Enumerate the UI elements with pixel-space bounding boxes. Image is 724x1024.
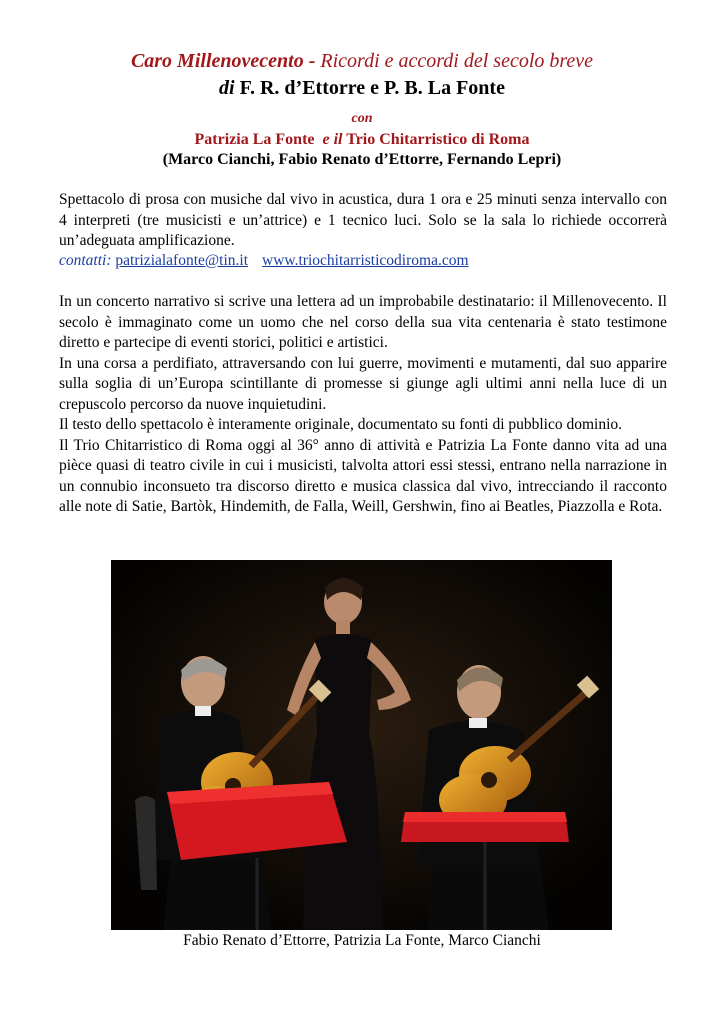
authors-line xyxy=(0,77,724,100)
contacts-label: contatti: xyxy=(59,252,112,269)
show-title-main: Caro Millenovecento - xyxy=(130,50,316,72)
body-paragraph-1: In un concerto narrativo si scrive una lettera ad un improbabile destinatario: il Millenovecento. Il secolo è immaginato come un uomo che nel corso della sua vita centenaria è stato testimone diretto e partecipe di eventi storici, politici e artistici. xyxy=(59,293,667,351)
authors-di: di xyxy=(219,77,235,99)
musicians-line: (Marco Cianchi, Fabio Renato d’Ettorre, Fernando Lepri) xyxy=(162,151,562,168)
body-paragraph-3: Il testo dello spettacolo è interamente originale, documentato su fonti di pubblico dominio. xyxy=(59,416,623,433)
e-il-conjunction: e il xyxy=(322,131,343,148)
ensemble-name: Trio Chitarristico di Roma xyxy=(346,131,530,148)
performance-photo xyxy=(111,560,612,930)
performers-line xyxy=(0,131,724,149)
intro-paragraph: Spettacolo di prosa con musiche dal vivo in acustica, dura 1 ora e 25 minuti senza intervallo con 4 interpreti (tre musicisti e un’attrice) e 1 tecnico luci. Solo se la sala lo richiede occorrerà un’adeguata amplificazione. xyxy=(59,191,667,249)
photo-caption: Fabio Renato d’Ettorre, Patrizia La Fonte, Marco Cianchi xyxy=(183,932,541,949)
performance-photo-illustration xyxy=(111,560,612,930)
contacts-line xyxy=(59,251,667,272)
body-paragraph-2: In una corsa a perdifiato, attraversando con lui guerre, movimenti e mutamenti, dal suo apparire sulla soglia di un’Europa scintillante di promesse si giunge agli ultimi anni nella luce di un crepuscolo percorso da nuove inquietudini. xyxy=(59,354,667,413)
body-text xyxy=(59,292,667,518)
con-label: con xyxy=(351,111,373,126)
show-title xyxy=(0,50,724,73)
authors-names: F. R. d’Ettorre e P. B. La Fonte xyxy=(234,77,505,99)
performer-name: Patrizia La Fonte xyxy=(194,131,315,148)
website-link[interactable]: www.triochitarristicodiroma.com xyxy=(262,252,469,269)
body-paragraph-4: Il Trio Chitarristico di Roma oggi al 36° anno di attività e Patrizia La Fonte danno vita ad una pièce quasi di teatro civile in cui i musicisti, talvolta attori essi stessi, entrano nella narrazione in un connubio inconsueto tra discorso diretto e musica classica dal vivo, intrecciando il racconto alle note di Satie, Bartòk, Hindemith, de Falla, Weill, Gershwin, fino ai Beatles, Piazzolla e Rota. xyxy=(59,436,667,515)
email-link[interactable]: patrizialafonte@tin.it xyxy=(115,252,249,269)
show-subtitle: Ricordi e accordi del secolo breve xyxy=(315,50,594,72)
